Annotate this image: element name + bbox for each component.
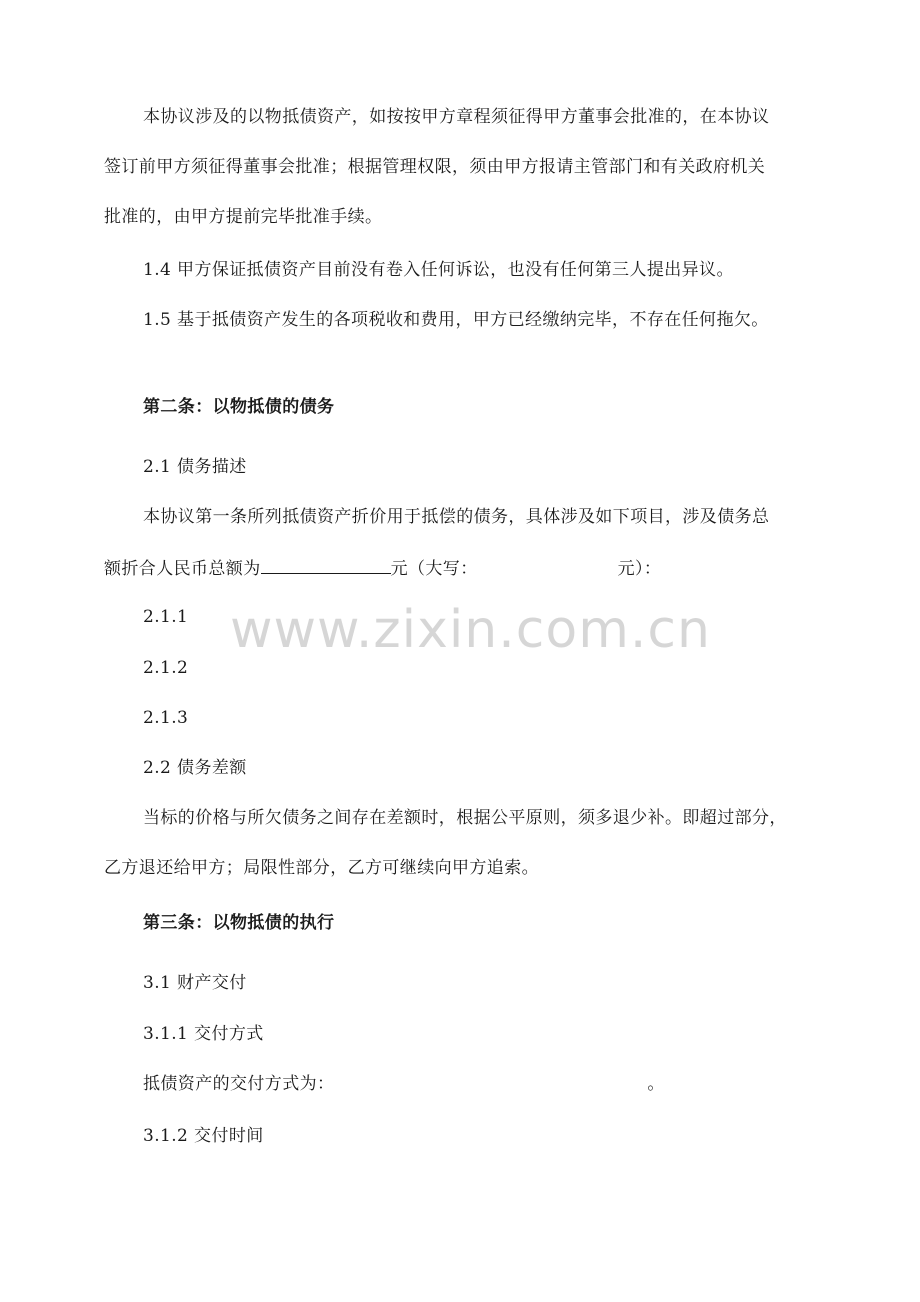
paragraph-line: 批准的，由甲方提前完毕批准手续。	[104, 207, 383, 227]
clause-2-2: 2.2 债务差额	[143, 758, 247, 778]
paragraph-line: 本协议第一条所列抵债资产折价用于抵偿的债务，具体涉及如下项目，涉及债务总	[143, 507, 770, 527]
period-mark: 。	[647, 1074, 665, 1094]
amount-label: 额折合人民币总额为	[104, 559, 261, 579]
paragraph-line: 当标的价格与所欠债务之间存在差额时，根据公平原则，须多退少补。即超过部分，	[143, 808, 787, 828]
section-heading-2: 第二条：以物抵债的债务	[143, 397, 335, 417]
clause-2-1-2: 2.1.2	[143, 658, 189, 678]
amount-blank-field[interactable]	[261, 555, 391, 574]
amount-close: 元）：	[617, 559, 662, 579]
paragraph-line	[143, 1072, 665, 1096]
clause-3-1: 3.1 财产交付	[143, 973, 247, 993]
paragraph-line: 签订前甲方须征得董事会批准；根据管理权限，须由甲方报请主管部门和有关政府机关	[104, 157, 766, 177]
paragraph-line: 本协议涉及的以物抵债资产，如按按甲方章程须征得甲方董事会批准的，在本协议	[143, 107, 770, 127]
clause-1-4: 1.4 甲方保证抵债资产目前没有卷入任何诉讼，也没有任何第三人提出异议。	[143, 260, 734, 280]
clause-3-1-2: 3.1.2 交付时间	[143, 1126, 264, 1146]
clause-2-1: 2.1 债务描述	[143, 457, 247, 477]
paragraph-line: 乙方退还给甲方；局限性部分，乙方可继续向甲方追索。	[104, 858, 539, 878]
watermark-text: www.zixin.com.cn	[230, 600, 711, 660]
clause-3-1-1: 3.1.1 交付方式	[143, 1024, 264, 1044]
delivery-method-label: 抵债资产的交付方式为：	[143, 1074, 335, 1094]
amount-words-label: 元（大写：	[390, 559, 478, 579]
clause-1-5: 1.5 基于抵债资产发生的各项税收和费用，甲方已经缴纳完毕，不存在任何拖欠。	[143, 310, 769, 330]
paragraph-line	[104, 555, 661, 581]
clause-2-1-1: 2.1.1	[143, 607, 189, 627]
clause-2-1-3: 2.1.3	[143, 708, 189, 728]
section-heading-3: 第三条：以物抵债的执行	[143, 913, 335, 933]
